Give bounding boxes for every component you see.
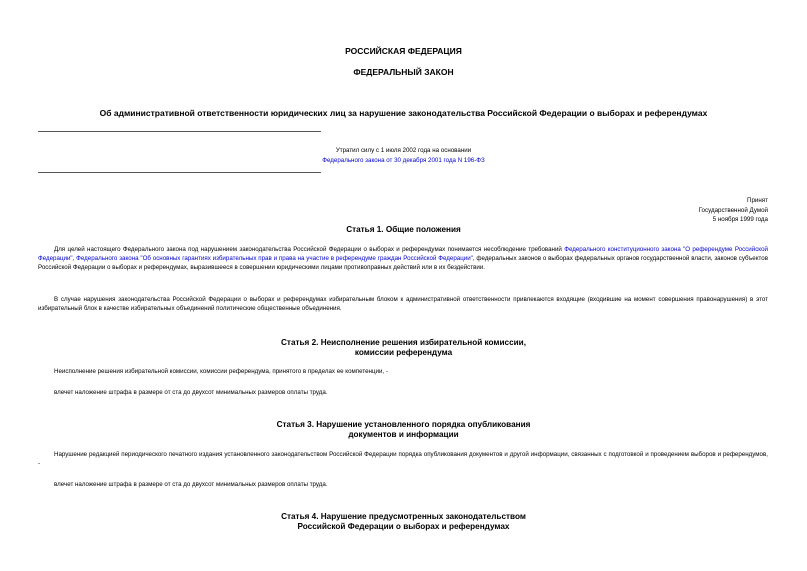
article-3-paragraph-1: Нарушение редакцией периодического печатного издания установленного законодательством Российской Федерации порядка опубликования документов и другой информации, связанных с подготовкой и проведением выборов и референдумов, - (38, 451, 768, 467)
article-3-title-line2: документов и информации (348, 430, 459, 439)
article-2-title-line1: Статья 2. Неисполнение решения избирательной комиссии, (281, 338, 526, 347)
article-1-title: Статья 1. Общие положения (346, 225, 461, 234)
article-2-paragraph-2: влечет наложение штрафа в размере от ста до двухсот минимальных размеров оплаты труда. (54, 389, 328, 396)
law-title: Об административной ответственности юридических лиц за нарушение законодательства Российской Федерации о выборах и референдумах (99, 108, 708, 118)
accepted-block (699, 196, 768, 225)
divider-top (38, 131, 321, 132)
accepted-line1: Принят (747, 197, 768, 204)
article-1-text-a: Для целей настоящего Федерального закона под нарушением законодательства Российской Федерации о выборах и референдумах понимается несоблюдение требований (54, 246, 565, 253)
status-text: Утратил силу с 1 июля 2002 года на основании (335, 147, 472, 154)
accepted-line2: Государственной Думой (698, 206, 768, 214)
article-1-text-c: , федеральных законов о выборах федеральных органов государственной власти, законов субъектов Российской Федерации о выборах и референдумах, выразившееся в совершении юридическими лицами противоправных действий или в их бездействии. (38, 254, 768, 271)
article-3-paragraph-2: влечет наложение штрафа в размере от ста до двухсот минимальных размеров оплаты труда. (54, 481, 328, 488)
article-1-paragraph-1 (38, 246, 768, 273)
article-2-title-line2: комиссии референдума (354, 348, 453, 357)
article-4-title-line1: Статья 4. Нарушение предусмотренных законодательством (281, 512, 526, 521)
doc-type-heading: ФЕДЕРАЛЬНЫЙ ЗАКОН (353, 67, 454, 77)
referendum-law-link[interactable]: Федерального конституционного закона "О референдуме Российской Федерации" (38, 246, 768, 262)
country-heading: РОССИЙСКАЯ ФЕДЕРАЦИЯ (345, 46, 462, 56)
article-3-title-line1: Статья 3. Нарушение установленного порядка опубликования (276, 420, 531, 429)
article-2-paragraph-1: Неисполнение решения избирательной комиссии, комиссии референдума, принятого в пределах ее компетенции, - (54, 368, 388, 375)
guarantees-law-link[interactable]: Федерального закона "Об основных гарантиях избирательных прав и права на участие в референдуме граждан Российской Федерации" (76, 254, 473, 262)
article-4-title-line2: Российской Федерации о выборах и референдумах (297, 522, 510, 531)
divider-bottom (38, 172, 321, 173)
repeal-law-link[interactable]: Федерального закона от 30 декабря 2001 года N 196-ФЗ (322, 157, 485, 164)
article-1-paragraph-2: В случае нарушения законодательства Российской Федерации о выборах и референдумах избирательным блоком к административной ответственности привлекаются входящие (входившие на момент совершения правонарушения) в этот избирательный блок в качестве избирательных объединений политические общественные объединения. (38, 296, 768, 312)
article-1-text-b: , (72, 254, 77, 262)
accepted-line3: 5 ноября 1999 года (712, 216, 768, 223)
